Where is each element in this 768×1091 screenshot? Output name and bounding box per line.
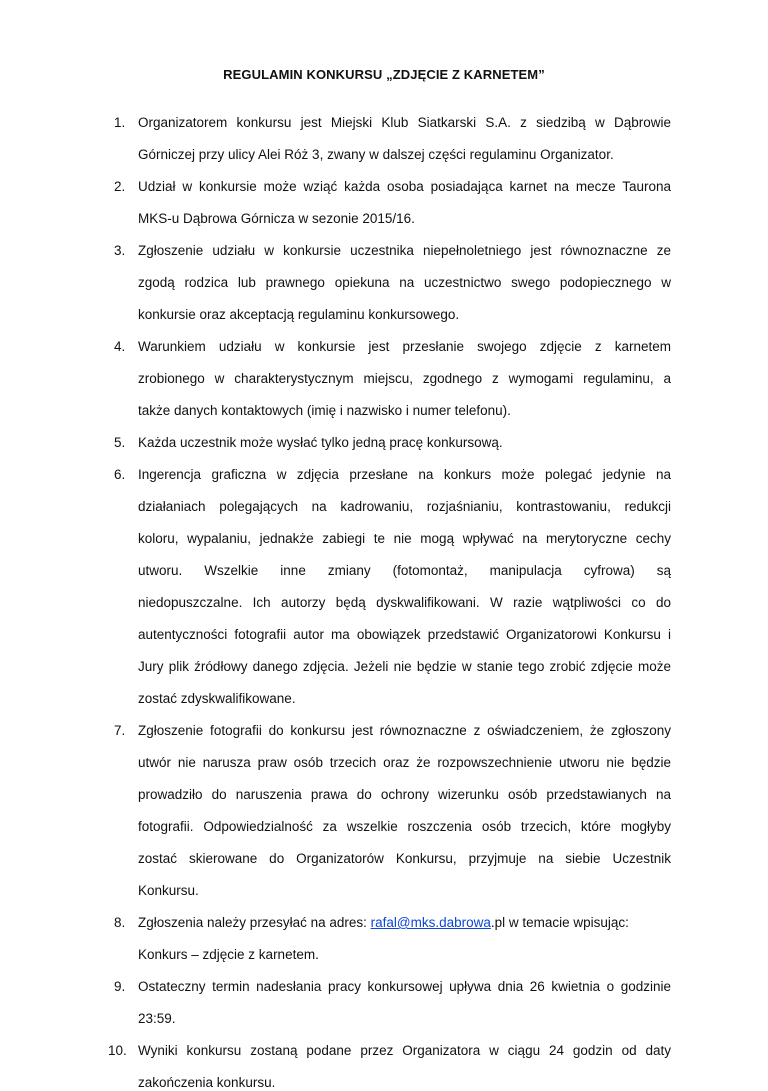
item-line: zostać zdyskwalifikowane. (138, 691, 296, 706)
email-suffix-text: .pl w temacie wpisując: (490, 915, 629, 930)
item-line: działaniach polegających na kadrowaniu, rozjaśnianiu, kontrastowaniu, redukcji (138, 499, 671, 514)
item-line: Jury plik źródłowy danego zdjęcia. Jeżeli nie będzie w stanie tego zrobić zdjęcie może (138, 659, 671, 674)
item-line (138, 915, 671, 931)
item-number: 4. (114, 339, 126, 354)
item-line: Warunkiem udziału w konkursie jest przesłanie swojego zdjęcie z karnetem (138, 339, 671, 354)
email-link[interactable]: rafal@mks.dabrowa (370, 915, 491, 930)
item-line: Udział w konkursie może wziąć każda osoba posiadająca karnet na mecze Taurona (138, 179, 671, 194)
item-line: Wyniki konkursu zostaną podane przez Organizatora w ciągu 24 godzin od daty (138, 1043, 671, 1058)
item-line: zgodą rodzica lub prawnego opiekuna na uczestnictwo swego podopiecznego w (138, 275, 671, 290)
item-number: 5. (114, 435, 126, 450)
item-line: prowadziło do naruszenia prawa do ochrony wizerunku osób przedstawianych na (138, 787, 671, 802)
item-line: Zgłoszenie udziału w konkursie uczestnika niepełnoletniego jest równoznaczne ze (138, 243, 671, 258)
item-line: zakończenia konkursu. (138, 1075, 276, 1090)
item-line: Zgłoszenie fotografii do konkursu jest równoznaczne z oświadczeniem, że zgłoszony (138, 723, 671, 738)
item-line: zrobionego w charakterystycznym miejscu, zgodnego z wymogami regulaminu, a (138, 371, 671, 386)
item-line: utworu. Wszelkie inne zmiany (fotomontaż, manipulacja cyfrowa) są (138, 563, 671, 578)
item-line: Organizatorem konkursu jest Miejski Klub Siatkarski S.A. z siedzibą w Dąbrowie (138, 115, 671, 130)
item-number: 9. (114, 979, 126, 994)
page-title: REGULAMIN KONKURSU „ZDJĘCIE Z KARNETEM” (223, 67, 545, 82)
item-line: także danych kontaktowych (imię i nazwisko i numer telefonu). (138, 403, 511, 418)
item-line: niedopuszczalne. Ich autorzy będą dyskwalifikowani. W razie wątpliwości co do (138, 595, 671, 610)
item-line: utwór nie narusza praw osób trzecich oraz że rozpowszechnienie utworu nie będzie (138, 755, 671, 770)
item-line: 23:59. (138, 1011, 176, 1026)
email-intro-text: Zgłoszenia należy przesyłać na adres: (138, 915, 371, 930)
item-number: 10. (108, 1043, 127, 1058)
item-number: 8. (114, 915, 126, 930)
item-number: 1. (114, 115, 126, 130)
item-line: Górniczej przy ulicy Alei Róż 3, zwany w dalszej części regulaminu Organizator. (138, 147, 614, 162)
item-number: 6. (114, 467, 126, 482)
item-line: MKS-u Dąbrowa Górnicza w sezonie 2015/16. (138, 211, 415, 226)
item-number: 2. (114, 179, 126, 194)
item-line: autentyczności fotografii autor ma obowiązek przedstawić Organizatorowi Konkursu i (138, 627, 671, 642)
item-line: koloru, wypalaniu, jednakże zabiegi te nie mogą wpływać na merytoryczne cechy (138, 531, 671, 546)
item-line: Każda uczestnik może wysłać tylko jedną pracę konkursową. (138, 435, 503, 450)
item-number: 7. (114, 723, 126, 738)
item-line: fotografii. Odpowiedzialność za wszelkie roszczenia osób trzecich, które mogłyby (138, 819, 671, 834)
item-line: Ingerencja graficzna w zdjęcia przesłane na konkurs może polegać jedynie na (138, 467, 671, 482)
item-line: Ostateczny termin nadesłania pracy konkursowej upływa dnia 26 kwietnia o godzinie (138, 979, 671, 994)
item-line: konkursie oraz akceptacją regulaminu konkursowego. (138, 307, 460, 322)
item-line: Konkursu. (138, 883, 199, 898)
item-line: Konkurs – zdjęcie z karnetem. (138, 947, 319, 962)
item-line: zostać skierowane do Organizatorów Konkursu, przyjmuje na siebie Uczestnik (138, 851, 671, 866)
item-number: 3. (114, 243, 126, 258)
